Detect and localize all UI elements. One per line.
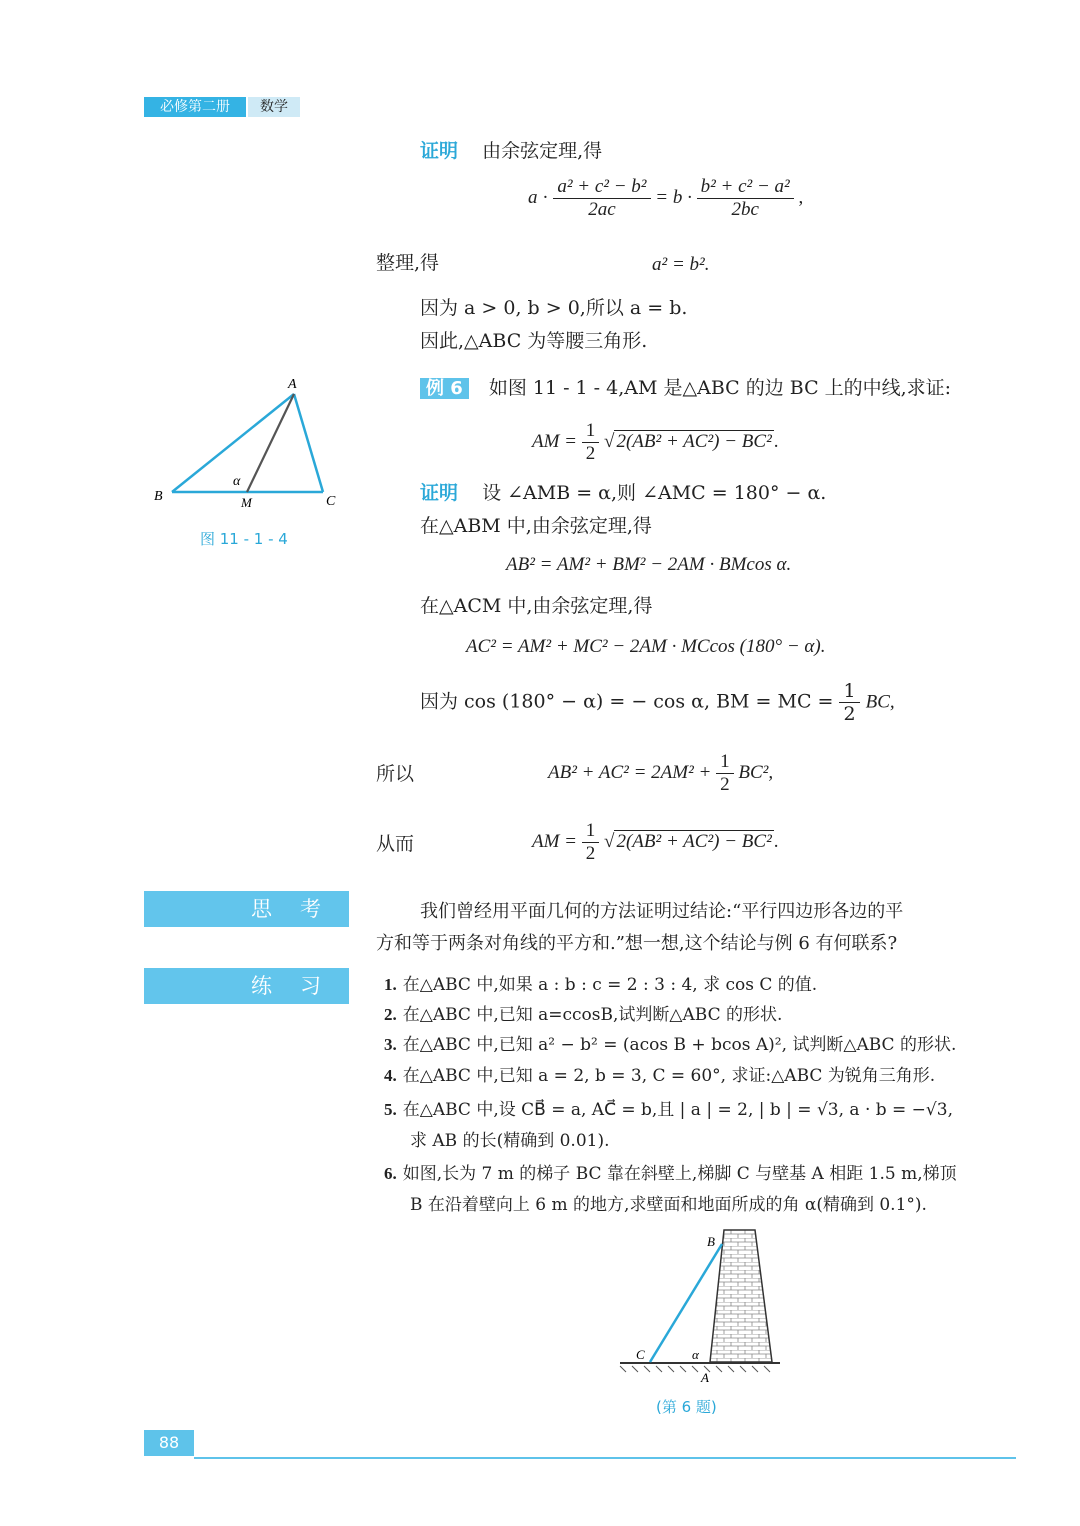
cosine-equation	[528, 176, 803, 221]
fraction-1-denominator: 2ac	[588, 199, 616, 220]
exercise-text: 在△ABC 中,已知 a=ccosB,试判断△ABC 的形状.	[402, 1005, 783, 1025]
median-am	[247, 394, 294, 492]
example6-e1: AB² = AM² + BM² − 2AM · BMcos α.	[506, 554, 792, 575]
proof-label-2: 证明	[420, 482, 459, 504]
tidy-equation: a² = b².	[652, 254, 710, 275]
fraction-2-numerator: b² + c² − a²	[697, 176, 794, 199]
eq-dot: ·	[542, 186, 549, 208]
triangle-figure	[150, 372, 350, 517]
point-b-label: B	[707, 1234, 715, 1249]
thus-radicand: 2(AB² + AC²) − BC²	[616, 830, 772, 852]
tidy-label: 整理,得	[376, 252, 440, 274]
l3-tail: BC,	[865, 691, 895, 713]
proof1-line	[420, 137, 602, 165]
example6-e2: AC² = AM² + MC² − 2AM · MCcos (180° − α).	[466, 636, 826, 657]
sqrt-sign-2: √	[604, 830, 615, 852]
eq-tail: ,	[798, 186, 804, 208]
exercise-text: 在△ABC 中,已知 a = 2, b = 3, C = 60°, 求证:△ABC 为锐角三角形.	[402, 1066, 936, 1086]
thus-half-num: 1	[582, 820, 600, 843]
so-label: 所以	[376, 763, 415, 785]
thus-label: 从而	[376, 833, 415, 855]
think-text-1: 我们曾经用平面几何的方法证明过结论:“平行四边形各边的平	[420, 901, 904, 922]
exercise-number: 4.	[384, 1066, 397, 1085]
exercise-text: 在△ABC 中,已知 a² − b² = (acos B + bcos A)², 试判断△ABC 的形状.	[402, 1035, 957, 1055]
proof-intro-2: 设 ∠AMB = α,则 ∠AMC = 180° − α.	[482, 482, 827, 504]
so-tail: BC²,	[738, 761, 774, 783]
exercise-text: 如图,长为 7 m 的梯子 BC 靠在斜壁上,梯脚 C 与壁基 A 相距 1.5 m,梯顶	[402, 1164, 957, 1184]
l3-half-num: 1	[839, 680, 859, 703]
exercise-item-3	[384, 1031, 956, 1059]
so-lhs: AB² + AC² = 2AM² +	[548, 761, 717, 783]
goal-half-den: 2	[585, 443, 596, 464]
page-number: 88	[144, 1430, 194, 1456]
exercise-item-5	[384, 1096, 953, 1124]
think-text-2: 方和等于两条对角线的平方和.”想一想,这个结论与例 6 有何联系?	[376, 933, 898, 954]
fraction-1	[553, 176, 650, 221]
exercise-number: 1.	[384, 975, 397, 994]
proof1-line4: 因此,△ABC 为等腰三角形.	[420, 330, 648, 352]
ladder-figure	[612, 1222, 782, 1392]
fraction-2	[697, 176, 794, 221]
goal-half	[582, 420, 600, 465]
l3-half-den: 2	[843, 703, 856, 725]
thus-half	[582, 820, 600, 865]
exercise-item-5-cont: 求 AB 的长(精确到 0.01).	[410, 1131, 610, 1151]
exercise-item-6	[384, 1160, 957, 1188]
proof-label: 证明	[420, 140, 459, 162]
l3-prefix: 因为 cos (180° − α) = − cos α, BM = MC =	[420, 690, 840, 713]
angle-alpha-q6-label: α	[692, 1347, 699, 1362]
exercise-number: 6.	[384, 1164, 397, 1183]
example6-statement-line	[420, 374, 951, 403]
example-statement: 如图 11 - 1 - 4,AM 是△ABC 的边 BC 上的中线,求证:	[488, 377, 952, 399]
exercise-number: 3.	[384, 1035, 397, 1054]
exercise-number: 2.	[384, 1005, 397, 1024]
goal-half-num: 1	[582, 420, 600, 443]
point-c-label: C	[636, 1347, 645, 1362]
point-a-label: A	[701, 1370, 709, 1385]
example6-l1: 在△ABM 中,由余弦定理,得	[420, 515, 652, 537]
point-m-label: M	[241, 495, 252, 510]
sqrt-sign: √	[604, 430, 615, 452]
think-box: 思考	[144, 891, 349, 927]
vertex-c-label: C	[326, 494, 336, 509]
example6-l2: 在△ACM 中,由余弦定理,得	[420, 595, 653, 617]
vertex-b-label: B	[154, 489, 163, 504]
goal-lhs: AM =	[532, 430, 582, 452]
fraction-1-numerator: a² + c² − b²	[553, 176, 650, 199]
eq-b-part: = b ·	[655, 186, 692, 208]
eq-a: a	[528, 186, 538, 208]
exercise-item-1	[384, 971, 817, 999]
exercise-item-6-cont: B 在沿着壁向上 6 m 的地方,求壁面和地面所成的角 α(精确到 0.1°).	[410, 1195, 927, 1215]
exercise-item-2	[384, 1001, 782, 1029]
exercise-box: 练习	[144, 968, 349, 1004]
so-half-num: 1	[716, 751, 734, 774]
example6-goal	[532, 420, 779, 465]
example-tag: 例 6	[420, 378, 469, 399]
exercise-item-4	[384, 1062, 935, 1090]
proof1-line3: 因为 a > 0, b > 0,所以 a = b.	[420, 297, 688, 319]
exercise-number: 5.	[384, 1100, 397, 1119]
side-ac	[294, 394, 323, 492]
so-equation	[548, 751, 773, 796]
header-book-tag: 必修第二册	[144, 97, 246, 117]
example6-l3	[420, 680, 895, 725]
angle-alpha-label: α	[233, 474, 241, 489]
so-half-den: 2	[720, 774, 730, 795]
thus-equation	[532, 820, 779, 865]
thus-lhs: AM =	[532, 830, 582, 852]
exercise-text: 在△ABC 中,设 CB⃗ = a, AC⃗ = b,且 | a | = 2, | b | = √3, a · b = −√3,	[402, 1100, 953, 1120]
l3-half	[839, 680, 859, 725]
q6-caption: (第 6 题)	[656, 1398, 717, 1416]
fraction-2-denominator: 2bc	[731, 199, 759, 220]
thus-half-den: 2	[585, 843, 596, 864]
exercise-text: 在△ABC 中,如果 a : b : c = 2 : 3 : 4, 求 cos C 的值.	[402, 975, 818, 995]
header-subject-tag: 数学	[248, 97, 300, 117]
goal-radicand: 2(AB² + AC²) − BC²	[616, 430, 772, 452]
ground-hatch	[620, 1366, 770, 1372]
proof-intro: 由余弦定理,得	[482, 140, 603, 162]
example6-proof-line	[420, 479, 826, 507]
figure-caption: 图 11 - 1 - 4	[200, 530, 288, 548]
goal-tail: .	[773, 430, 779, 452]
so-half	[716, 751, 734, 796]
thus-tail: .	[773, 830, 779, 852]
vertex-a-label: A	[288, 377, 297, 392]
footer-rule	[194, 1457, 1016, 1459]
